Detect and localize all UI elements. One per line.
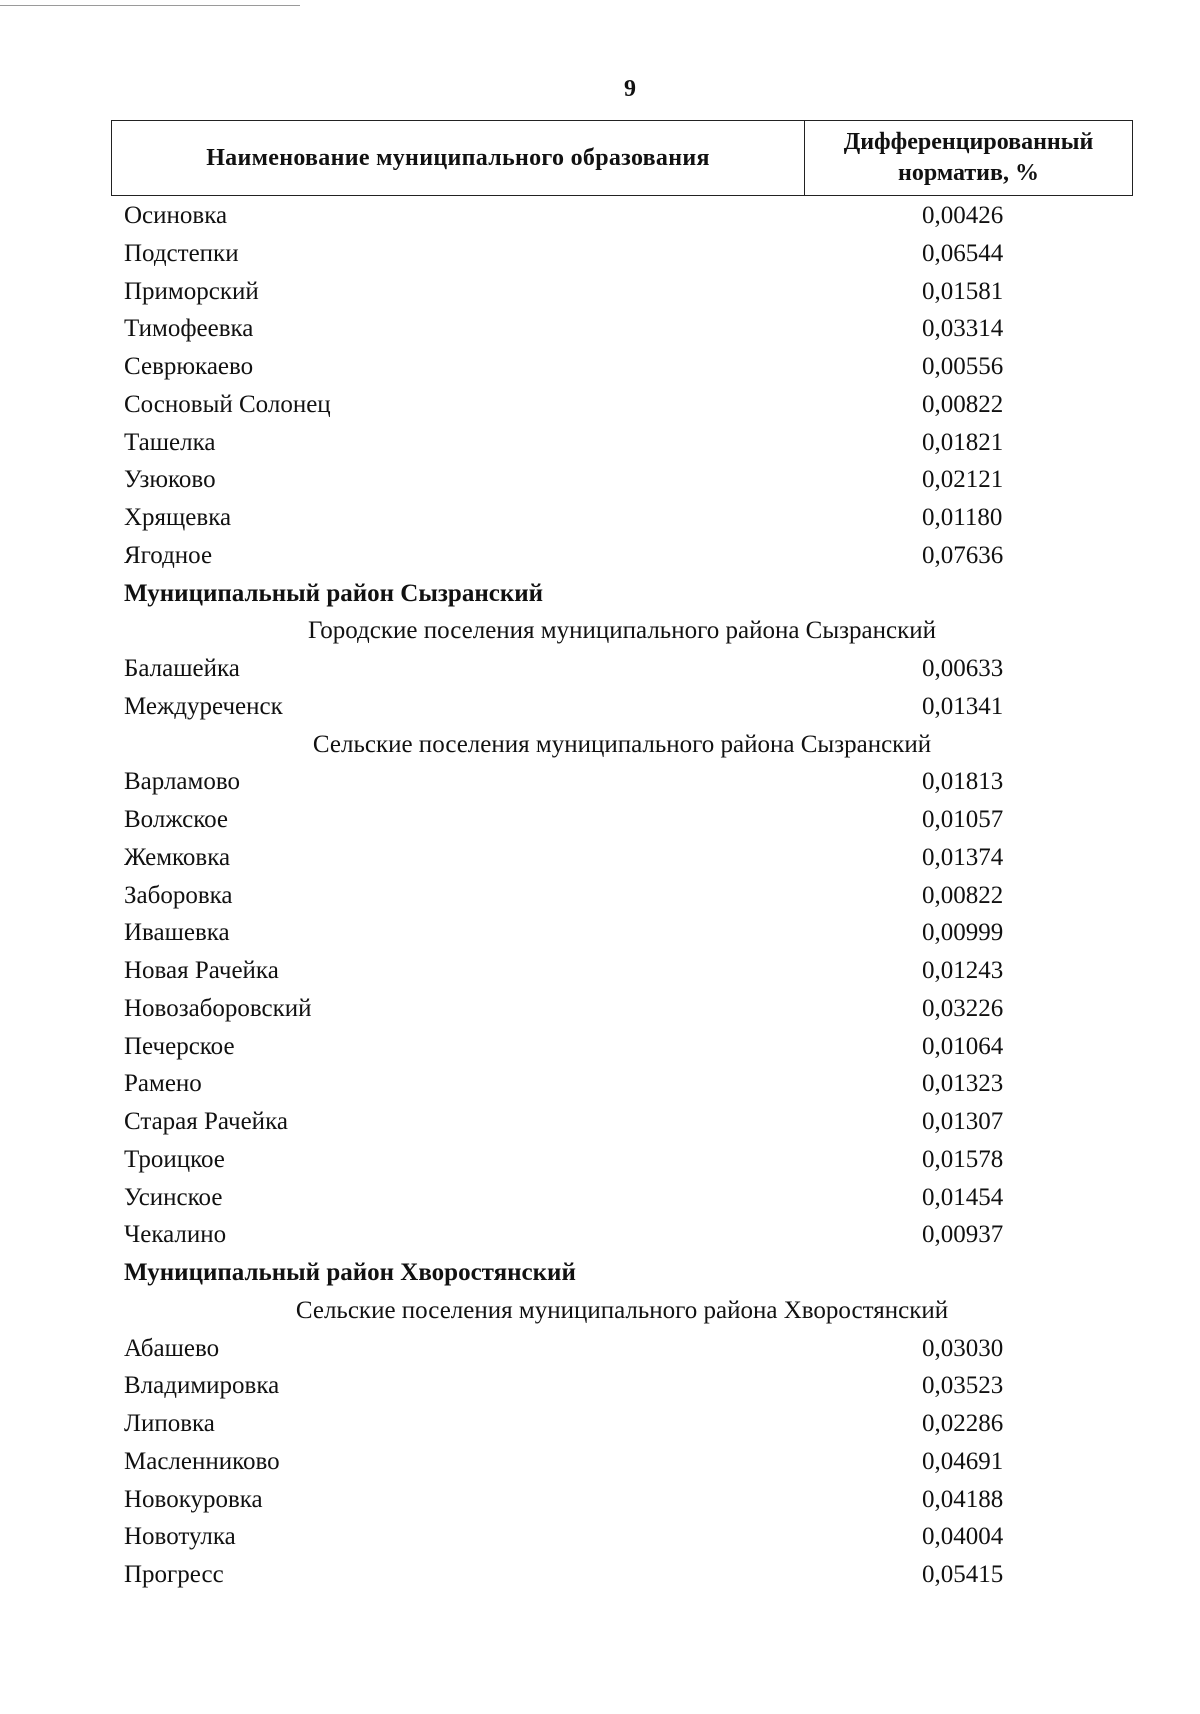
normative-value: 0,01578 [922,1145,1004,1173]
normative-value: 0,04691 [922,1447,1004,1475]
district-row-khvorostyanka [111,1254,1133,1292]
table-row [111,348,1133,386]
municipality-name: Чекалино [124,1221,227,1249]
scan-edge-line [0,5,300,6]
table-row [111,310,1133,348]
normative-value: 0,01307 [922,1108,1004,1135]
municipality-name: Владимировка [124,1372,280,1400]
header-municipality-name: Наименование муниципального образования [112,121,805,195]
normative-value: 0,00822 [922,390,1004,418]
normative-value: 0,00822 [922,881,1004,909]
table-row [111,1103,1133,1141]
normative-value: 0,04188 [922,1485,1004,1513]
normative-value: 0,01821 [922,428,1004,456]
normative-value: 0,02121 [922,466,1004,494]
municipality-name: Жемковка [124,843,231,871]
municipality-name: Севрюкаево [124,353,254,380]
syzran-rural-rows [111,763,1133,1254]
municipality-name: Абашево [124,1334,220,1362]
municipality-name: Осиновка [124,202,228,229]
municipality-name: Сосновый Солонец [124,390,331,418]
table-row [111,1330,1133,1368]
syzran-urban-rows [111,650,1133,726]
table-row [111,801,1133,839]
district-title: Муниципальный район Сызранский [124,579,544,607]
district-row-syzran [111,575,1133,613]
header-normative-line1: Дифференцированный [843,129,1094,155]
municipality-name: Новокуровка [124,1485,263,1513]
municipality-name: Усинское [124,1183,223,1211]
subheading-row-khvorostyanka-rural [111,1292,1133,1330]
table-row [111,461,1133,499]
table-row [111,1405,1133,1443]
municipality-name: Варламово [124,768,240,796]
table-row [111,273,1133,311]
normative-value: 0,04004 [922,1523,1004,1551]
municipality-name: Печерское [124,1032,235,1060]
municipality-name: Новотулка [124,1523,236,1551]
table-row [111,688,1133,726]
normative-value: 0,01064 [922,1032,1004,1060]
header-normative [805,121,1132,195]
municipality-name: Ивашевка [124,919,230,947]
normative-value: 0,00937 [922,1221,1004,1249]
normative-value: 0,01341 [922,692,1004,720]
municipality-name: Балашейка [124,655,240,682]
municipality-name: Ташелка [124,428,216,456]
normative-value: 0,00633 [922,655,1004,682]
table-row [111,235,1133,273]
municipality-name: Ягодное [124,541,213,569]
table-row [111,1065,1133,1103]
municipality-name: Липовка [124,1410,215,1437]
normative-value: 0,07636 [922,541,1004,569]
table-body [111,197,1133,1594]
table-row [111,197,1133,235]
table-row [111,1443,1133,1481]
table-row [111,1481,1133,1519]
normative-value: 0,00999 [922,919,1004,947]
municipality-name: Масленниково [124,1447,280,1475]
normative-value: 0,05415 [922,1561,1004,1588]
municipality-name: Новая Рачейка [124,957,279,984]
subheading-caption: Сельские поселения муниципального района Хворостянский [295,1296,949,1324]
table-row [111,952,1133,990]
normative-value: 0,00556 [922,353,1004,380]
table-row [111,1028,1133,1066]
table-row [111,499,1133,537]
table-row [111,386,1133,424]
municipality-name: Заборовка [124,881,233,909]
table-row [111,1556,1133,1594]
municipality-name: Рамено [124,1070,202,1098]
municipality-name: Старая Рачейка [124,1108,288,1135]
municipality-name: Троицкое [124,1145,225,1173]
normative-value: 0,00426 [922,202,1004,229]
normative-value: 0,03030 [922,1334,1004,1362]
normative-value: 0,01454 [922,1183,1004,1211]
municipality-name: Приморский [124,277,259,305]
normative-value: 0,06544 [922,239,1004,267]
municipality-name: Тимофеевка [124,315,254,343]
table-row [111,424,1133,462]
subheading-caption: Городские поселения муниципального района Сызранский [308,617,936,645]
page-number: 9 [624,76,636,102]
table-row [111,839,1133,877]
municipality-name: Хрящевка [124,504,232,531]
table-row [111,1141,1133,1179]
municipality-name: Новозаборовский [124,994,312,1022]
normative-value: 0,01374 [922,843,1004,871]
normative-value: 0,01323 [922,1070,1004,1098]
table-row [111,1179,1133,1217]
table-row [111,763,1133,801]
normative-value: 0,01057 [922,806,1004,833]
normative-value: 0,03226 [922,994,1004,1022]
header-normative-line2: норматив, % [898,160,1039,186]
normative-value: 0,01813 [922,768,1004,796]
table-row [111,1518,1133,1556]
normative-value: 0,01243 [922,957,1004,984]
subheading-row-syzran-urban [111,612,1133,650]
normative-value: 0,01581 [922,277,1004,305]
table-header [111,120,1133,196]
table-row [111,990,1133,1028]
table-row [111,914,1133,952]
khvorostyanka-rural-rows [111,1330,1133,1594]
normative-value: 0,03523 [922,1372,1004,1400]
normative-value: 0,02286 [922,1410,1004,1437]
table-row [111,1216,1133,1254]
table-row [111,537,1133,575]
table-row [111,650,1133,688]
municipality-name: Междуреченск [124,692,283,720]
table-row [111,1367,1133,1405]
normative-value: 0,01180 [922,504,1003,531]
normative-value: 0,03314 [922,315,1004,343]
municipality-name: Волжское [124,806,229,833]
municipality-name: Подстепки [124,239,239,267]
subheading-row-syzran-rural [111,726,1133,764]
district-title: Муниципальный район Хворостянский [124,1259,576,1286]
municipality-name: Узюково [124,466,216,494]
subheading-caption: Сельские поселения муниципального района Сызранский [312,730,932,758]
municipality-name: Прогресс [124,1561,224,1588]
table-row [111,877,1133,915]
block1-rows [111,197,1133,575]
